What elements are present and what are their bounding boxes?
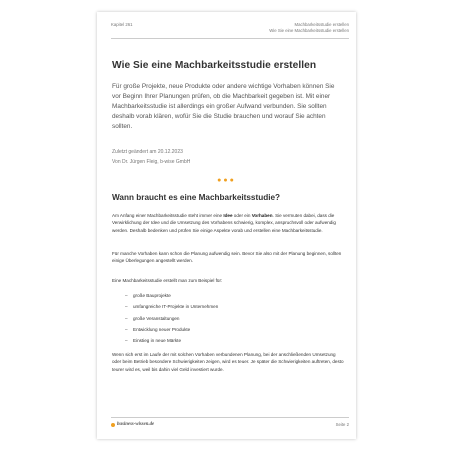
list-item: – große Bauprojekte [125,293,171,298]
list-dash: – [125,304,128,310]
list-dash: – [125,338,128,344]
paragraph-2: Für manche Vorhaben kann schon die Planung aufwendig sein. Bevor Sie also mit der Planung beginnen, sollten einige Überlegungen angestellt werden. [112,251,342,264]
bold-idee: Idee [223,213,233,218]
list-intro: Eine Machbarkeitsstudie erstellt man zum Beispiel für: [112,278,223,283]
running-header [111,22,349,39]
list-item: – große Veranstaltungen [125,315,180,321]
author-line: Von Dr. Jürgen Fleig, b-wise GmbH [112,158,191,165]
publisher-logo[interactable]: business-wissen.de [117,422,155,427]
paragraph-4: Wenn sich erst im Laufe der mit solchen Vorhaben verbundenen Planung, bei der anschließenden Umsetzung oder beim Betrieb besondere Schwierigkeiten zeigen, wird es teuer. Je später die Schwierigkeiten auftreten, desto teurer wird es, weil bis dahin viel Geld investiert wurde. [112,352,344,372]
paragraph-1-middle: oder ein [232,213,252,218]
logo-dot-icon [111,423,115,427]
example-list [125,292,218,348]
bold-vorhaben: Vorhaben [251,213,273,218]
chapter-label: Kapitel 261 [111,22,133,27]
section-heading: Wann braucht es eine Machbarkeitsstudie? [112,193,281,202]
list-item: – Entwicklung neuer Produkte [125,326,191,332]
header-breadcrumb-line1: Machbarkeitsstudie erstellen [294,22,349,27]
header-breadcrumb [269,22,349,34]
list-item: – Einstieg in neue Märkte [125,338,182,344]
list-item: – umfangreiche IT-Projekte in Unternehmen [125,304,219,310]
updated-date: Zuletzt geändert am 20.12.2023 [112,149,183,155]
page-title: Wie Sie eine Machbarkeitsstudie erstellen [112,60,317,71]
article-meta [112,148,190,167]
paragraph-1 [112,212,346,234]
document-page [97,12,356,439]
paragraph-1-end: . Sie vermuten dabei, dass die Verwirklichung der Idee und die Umsetzung des Vorhabens schwierig, komplex, anspruchsvoll oder aufwendig werden. Deshalb bedenken und prüfen Sie einige Aspekte vorab und erstellen eine Machbarkeitsstudie. [112,213,336,233]
section-divider-dots: ●●● [217,177,236,184]
page-number: Seite 2 [335,422,349,427]
paragraph-1-start: Am Anfang einer Machbarkeitsstudie steht immer eine [112,213,224,218]
list-dash: – [125,315,128,321]
list-dash: – [125,293,128,298]
intro-paragraph: Für große Projekte, neue Produkte oder andere wichtige Vorhaben können Sie vor Beginn Ihrer Planungen prüfen, ob die Machbarkeit gegeben ist. Mit einer Machbarkeitsstudie ist allerdings ein großer Aufwand verbunden. Sie sollten deshalb vorab klären, wofür Sie die Studie brauchen und worauf Sie achten sollten. [112,83,335,130]
page-footer [111,417,349,432]
header-breadcrumb-line2: Wie Sie eine Machbarkeitsstudie erstellen [269,28,349,33]
list-dash: – [125,326,128,332]
